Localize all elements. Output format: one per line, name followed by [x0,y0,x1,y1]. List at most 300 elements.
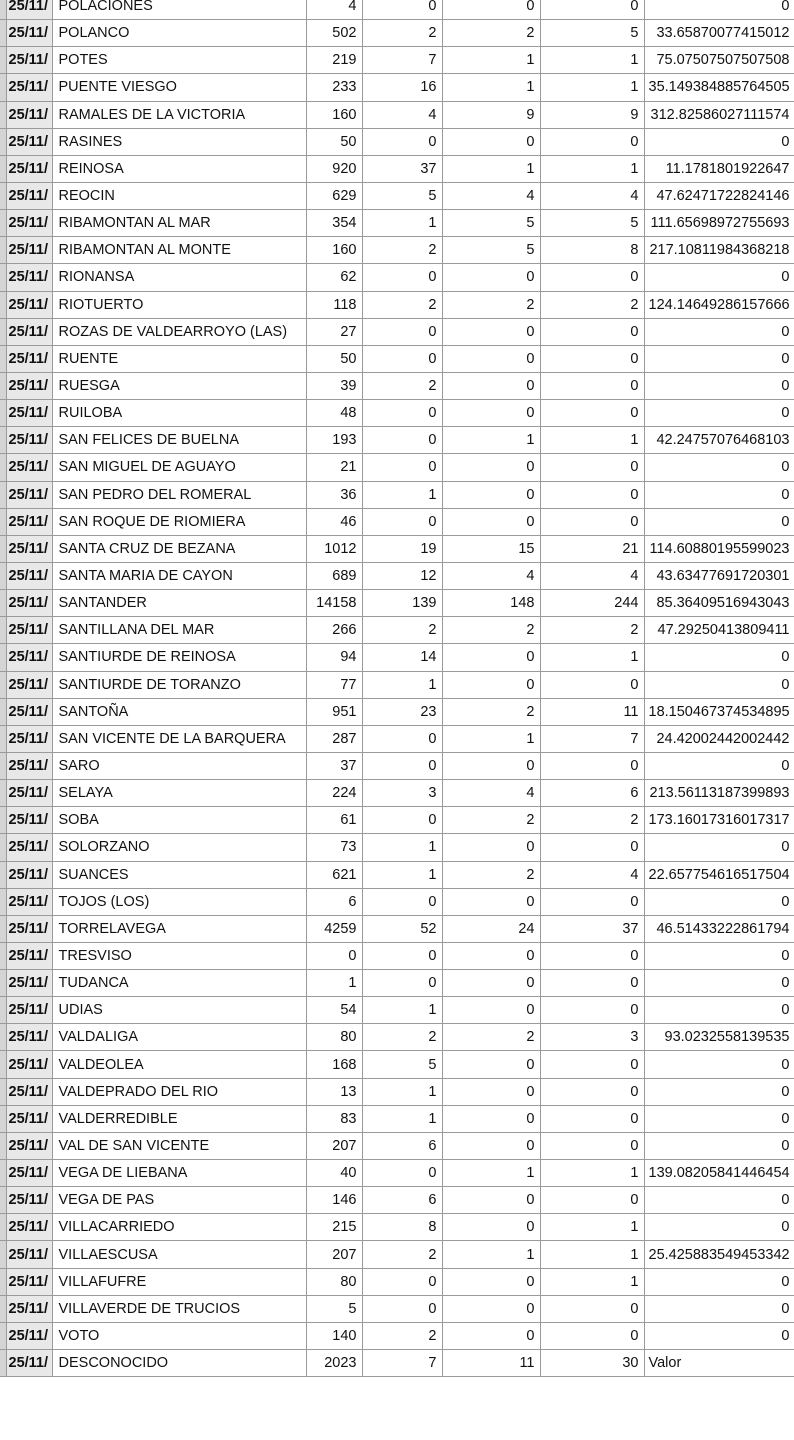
date-cell[interactable]: 25/11/ [6,535,52,562]
column-3-cell[interactable]: 0 [442,970,540,997]
column-3-cell[interactable]: 1 [442,427,540,454]
column-4-cell[interactable]: 2 [540,291,644,318]
column-4-cell[interactable]: 0 [540,372,644,399]
date-cell[interactable]: 25/11/ [6,752,52,779]
date-cell[interactable]: 25/11/ [6,47,52,74]
column-5-cell[interactable]: Valor [644,1350,794,1377]
column-5-cell[interactable]: 47.29250413809411 [644,617,794,644]
column-1-cell[interactable]: 233 [306,74,362,101]
column-3-cell[interactable]: 9 [442,101,540,128]
column-3-cell[interactable]: 1 [442,725,540,752]
column-4-cell[interactable]: 1 [540,644,644,671]
column-5-cell[interactable]: 0 [644,1078,794,1105]
date-cell[interactable]: 25/11/ [6,182,52,209]
date-cell[interactable]: 25/11/ [6,264,52,291]
municipality-cell[interactable]: SELAYA [52,780,306,807]
column-5-cell[interactable]: 0 [644,1295,794,1322]
date-cell[interactable]: 25/11/ [6,1268,52,1295]
municipality-cell[interactable]: SAN FELICES DE BUELNA [52,427,306,454]
date-cell[interactable]: 25/11/ [6,20,52,47]
column-4-cell[interactable]: 0 [540,752,644,779]
municipality-cell[interactable]: SANTA CRUZ DE BEZANA [52,535,306,562]
column-3-cell[interactable]: 0 [442,1187,540,1214]
column-5-cell[interactable]: 85.36409516943043 [644,590,794,617]
date-cell[interactable]: 25/11/ [6,237,52,264]
column-1-cell[interactable]: 36 [306,481,362,508]
column-5-cell[interactable]: 35.149384885764505 [644,74,794,101]
municipality-cell[interactable]: SAN VICENTE DE LA BARQUERA [52,725,306,752]
date-cell[interactable]: 25/11/ [6,291,52,318]
column-3-cell[interactable]: 0 [442,0,540,20]
date-cell[interactable]: 25/11/ [6,644,52,671]
column-3-cell[interactable]: 1 [442,47,540,74]
date-cell[interactable]: 25/11/ [6,1214,52,1241]
date-cell[interactable]: 25/11/ [6,997,52,1024]
column-4-cell[interactable]: 37 [540,915,644,942]
column-1-cell[interactable]: 27 [306,318,362,345]
date-cell[interactable]: 25/11/ [6,481,52,508]
column-1-cell[interactable]: 0 [306,942,362,969]
column-4-cell[interactable]: 5 [540,20,644,47]
column-4-cell[interactable]: 7 [540,725,644,752]
column-3-cell[interactable]: 24 [442,915,540,942]
column-2-cell[interactable]: 6 [362,1187,442,1214]
municipality-cell[interactable]: POLANCO [52,20,306,47]
column-4-cell[interactable]: 1 [540,1268,644,1295]
date-cell[interactable]: 25/11/ [6,671,52,698]
column-3-cell[interactable]: 0 [442,481,540,508]
column-5-cell[interactable]: 93.0232558139535 [644,1024,794,1051]
column-1-cell[interactable]: 207 [306,1132,362,1159]
column-3-cell[interactable]: 0 [442,644,540,671]
municipality-cell[interactable]: VILLACARRIEDO [52,1214,306,1241]
column-5-cell[interactable]: 114.60880195599023 [644,535,794,562]
column-1-cell[interactable]: 629 [306,182,362,209]
column-2-cell[interactable]: 0 [362,752,442,779]
column-2-cell[interactable]: 2 [362,1024,442,1051]
column-3-cell[interactable]: 5 [442,237,540,264]
date-cell[interactable]: 25/11/ [6,834,52,861]
column-1-cell[interactable]: 80 [306,1024,362,1051]
column-2-cell[interactable]: 16 [362,74,442,101]
column-5-cell[interactable]: 213.56113187399893 [644,780,794,807]
municipality-cell[interactable]: SANTA MARIA DE CAYON [52,562,306,589]
column-5-cell[interactable]: 0 [644,264,794,291]
column-5-cell[interactable]: 0 [644,1051,794,1078]
column-3-cell[interactable]: 5 [442,210,540,237]
column-5-cell[interactable]: 11.1781801922647 [644,155,794,182]
municipality-cell[interactable]: SANTANDER [52,590,306,617]
column-3-cell[interactable]: 0 [442,752,540,779]
column-2-cell[interactable]: 0 [362,888,442,915]
municipality-cell[interactable]: VEGA DE LIEBANA [52,1160,306,1187]
date-cell[interactable]: 25/11/ [6,562,52,589]
column-2-cell[interactable]: 1 [362,1078,442,1105]
column-1-cell[interactable]: 215 [306,1214,362,1241]
date-cell[interactable]: 25/11/ [6,807,52,834]
date-cell[interactable]: 25/11/ [6,1051,52,1078]
column-3-cell[interactable]: 0 [442,372,540,399]
column-4-cell[interactable]: 0 [540,400,644,427]
column-3-cell[interactable]: 0 [442,1214,540,1241]
column-1-cell[interactable]: 1012 [306,535,362,562]
column-2-cell[interactable]: 37 [362,155,442,182]
column-5-cell[interactable]: 217.10811984368218 [644,237,794,264]
municipality-cell[interactable]: TOJOS (LOS) [52,888,306,915]
column-3-cell[interactable]: 2 [442,617,540,644]
column-1-cell[interactable]: 4 [306,0,362,20]
column-1-cell[interactable]: 266 [306,617,362,644]
column-3-cell[interactable]: 0 [442,1295,540,1322]
date-cell[interactable]: 25/11/ [6,1160,52,1187]
column-1-cell[interactable]: 689 [306,562,362,589]
date-cell[interactable]: 25/11/ [6,210,52,237]
column-5-cell[interactable]: 46.51433222861794 [644,915,794,942]
municipality-cell[interactable]: REOCIN [52,182,306,209]
column-4-cell[interactable]: 0 [540,454,644,481]
column-2-cell[interactable]: 0 [362,1268,442,1295]
date-cell[interactable]: 25/11/ [6,372,52,399]
column-4-cell[interactable]: 0 [540,942,644,969]
column-3-cell[interactable]: 2 [442,20,540,47]
municipality-cell[interactable]: VILLAFUFRE [52,1268,306,1295]
column-4-cell[interactable]: 0 [540,1322,644,1349]
column-4-cell[interactable]: 0 [540,1051,644,1078]
column-2-cell[interactable]: 0 [362,0,442,20]
municipality-cell[interactable]: SARO [52,752,306,779]
column-1-cell[interactable]: 118 [306,291,362,318]
column-5-cell[interactable]: 0 [644,0,794,20]
date-cell[interactable]: 25/11/ [6,1241,52,1268]
column-5-cell[interactable]: 0 [644,942,794,969]
column-2-cell[interactable]: 0 [362,1295,442,1322]
column-5-cell[interactable]: 0 [644,345,794,372]
column-2-cell[interactable]: 0 [362,400,442,427]
column-3-cell[interactable]: 0 [442,1105,540,1132]
municipality-cell[interactable]: PUENTE VIESGO [52,74,306,101]
column-4-cell[interactable]: 8 [540,237,644,264]
column-3-cell[interactable]: 1 [442,1241,540,1268]
municipality-cell[interactable]: SANTIURDE DE REINOSA [52,644,306,671]
column-4-cell[interactable]: 4 [540,861,644,888]
column-5-cell[interactable]: 0 [644,454,794,481]
column-1-cell[interactable]: 207 [306,1241,362,1268]
date-cell[interactable]: 25/11/ [6,427,52,454]
date-cell[interactable]: 25/11/ [6,942,52,969]
column-4-cell[interactable]: 0 [540,318,644,345]
column-5-cell[interactable]: 0 [644,400,794,427]
date-cell[interactable]: 25/11/ [6,698,52,725]
municipality-cell[interactable]: VALDALIGA [52,1024,306,1051]
column-1-cell[interactable]: 37 [306,752,362,779]
column-2-cell[interactable]: 2 [362,1241,442,1268]
column-3-cell[interactable]: 2 [442,1024,540,1051]
column-3-cell[interactable]: 0 [442,400,540,427]
column-5-cell[interactable]: 22.657754616517504 [644,861,794,888]
column-4-cell[interactable]: 0 [540,264,644,291]
date-cell[interactable]: 25/11/ [6,318,52,345]
column-3-cell[interactable]: 2 [442,291,540,318]
column-2-cell[interactable]: 52 [362,915,442,942]
municipality-cell[interactable]: TUDANCA [52,970,306,997]
column-1-cell[interactable]: 50 [306,128,362,155]
column-3-cell[interactable]: 4 [442,562,540,589]
column-1-cell[interactable]: 54 [306,997,362,1024]
date-cell[interactable]: 25/11/ [6,400,52,427]
column-1-cell[interactable]: 920 [306,155,362,182]
column-5-cell[interactable]: 0 [644,970,794,997]
column-4-cell[interactable]: 4 [540,562,644,589]
column-3-cell[interactable]: 2 [442,807,540,834]
date-cell[interactable]: 25/11/ [6,508,52,535]
column-4-cell[interactable]: 2 [540,617,644,644]
date-cell[interactable]: 25/11/ [6,101,52,128]
column-3-cell[interactable]: 0 [442,454,540,481]
column-3-cell[interactable]: 0 [442,1322,540,1349]
column-5-cell[interactable]: 111.65698972755693 [644,210,794,237]
municipality-cell[interactable]: RIONANSA [52,264,306,291]
date-cell[interactable]: 25/11/ [6,155,52,182]
date-cell[interactable]: 25/11/ [6,1322,52,1349]
column-5-cell[interactable]: 0 [644,1187,794,1214]
column-1-cell[interactable]: 94 [306,644,362,671]
column-1-cell[interactable]: 140 [306,1322,362,1349]
column-3-cell[interactable]: 1 [442,1160,540,1187]
column-4-cell[interactable]: 0 [540,1132,644,1159]
column-2-cell[interactable]: 1 [362,834,442,861]
column-5-cell[interactable]: 139.08205841446454 [644,1160,794,1187]
column-4-cell[interactable]: 0 [540,997,644,1024]
column-4-cell[interactable]: 0 [540,1078,644,1105]
column-1-cell[interactable]: 5 [306,1295,362,1322]
municipality-cell[interactable]: UDIAS [52,997,306,1024]
municipality-cell[interactable]: POTES [52,47,306,74]
column-5-cell[interactable]: 0 [644,372,794,399]
column-2-cell[interactable]: 2 [362,291,442,318]
column-1-cell[interactable]: 21 [306,454,362,481]
column-5-cell[interactable]: 0 [644,128,794,155]
column-4-cell[interactable]: 4 [540,182,644,209]
date-cell[interactable]: 25/11/ [6,1132,52,1159]
column-5-cell[interactable]: 124.14649286157666 [644,291,794,318]
column-4-cell[interactable]: 9 [540,101,644,128]
column-2-cell[interactable]: 1 [362,997,442,1024]
column-2-cell[interactable]: 2 [362,237,442,264]
column-4-cell[interactable]: 0 [540,508,644,535]
column-2-cell[interactable]: 0 [362,970,442,997]
municipality-cell[interactable]: VILLAVERDE DE TRUCIOS [52,1295,306,1322]
municipality-cell[interactable]: TORRELAVEGA [52,915,306,942]
date-cell[interactable]: 25/11/ [6,454,52,481]
column-4-cell[interactable]: 5 [540,210,644,237]
column-4-cell[interactable]: 3 [540,1024,644,1051]
column-2-cell[interactable]: 1 [362,1105,442,1132]
column-3-cell[interactable]: 0 [442,1051,540,1078]
column-2-cell[interactable]: 2 [362,1322,442,1349]
column-4-cell[interactable]: 0 [540,970,644,997]
column-2-cell[interactable]: 3 [362,780,442,807]
column-4-cell[interactable]: 0 [540,1295,644,1322]
column-4-cell[interactable]: 1 [540,155,644,182]
column-1-cell[interactable]: 621 [306,861,362,888]
column-4-cell[interactable]: 0 [540,481,644,508]
column-1-cell[interactable]: 13 [306,1078,362,1105]
municipality-cell[interactable]: DESCONOCIDO [52,1350,306,1377]
column-3-cell[interactable]: 2 [442,861,540,888]
column-2-cell[interactable]: 2 [362,20,442,47]
column-3-cell[interactable]: 0 [442,1268,540,1295]
column-2-cell[interactable]: 2 [362,372,442,399]
column-1-cell[interactable]: 48 [306,400,362,427]
municipality-cell[interactable]: RUILOBA [52,400,306,427]
column-2-cell[interactable]: 0 [362,318,442,345]
column-5-cell[interactable]: 0 [644,1268,794,1295]
municipality-cell[interactable]: SAN PEDRO DEL ROMERAL [52,481,306,508]
column-2-cell[interactable]: 0 [362,454,442,481]
column-3-cell[interactable]: 15 [442,535,540,562]
column-3-cell[interactable]: 0 [442,345,540,372]
column-1-cell[interactable]: 354 [306,210,362,237]
municipality-cell[interactable]: REINOSA [52,155,306,182]
column-1-cell[interactable]: 46 [306,508,362,535]
column-1-cell[interactable]: 287 [306,725,362,752]
column-2-cell[interactable]: 0 [362,725,442,752]
column-2-cell[interactable]: 0 [362,128,442,155]
column-1-cell[interactable]: 146 [306,1187,362,1214]
column-4-cell[interactable]: 2 [540,807,644,834]
column-5-cell[interactable]: 312.82586027111574 [644,101,794,128]
column-2-cell[interactable]: 1 [362,671,442,698]
column-1-cell[interactable]: 951 [306,698,362,725]
date-cell[interactable]: 25/11/ [6,915,52,942]
column-1-cell[interactable]: 50 [306,345,362,372]
column-1-cell[interactable]: 224 [306,780,362,807]
column-2-cell[interactable]: 14 [362,644,442,671]
date-cell[interactable]: 25/11/ [6,345,52,372]
date-cell[interactable]: 25/11/ [6,725,52,752]
column-5-cell[interactable]: 0 [644,1105,794,1132]
column-4-cell[interactable]: 0 [540,671,644,698]
column-4-cell[interactable]: 0 [540,345,644,372]
column-4-cell[interactable]: 1 [540,1214,644,1241]
date-cell[interactable]: 25/11/ [6,861,52,888]
date-cell[interactable]: 25/11/ [6,0,52,20]
date-cell[interactable]: 25/11/ [6,590,52,617]
column-5-cell[interactable]: 0 [644,752,794,779]
municipality-cell[interactable]: SANTIURDE DE TORANZO [52,671,306,698]
column-4-cell[interactable]: 0 [540,0,644,20]
municipality-cell[interactable]: SOBA [52,807,306,834]
column-2-cell[interactable]: 0 [362,264,442,291]
municipality-cell[interactable]: VOTO [52,1322,306,1349]
municipality-cell[interactable]: SAN MIGUEL DE AGUAYO [52,454,306,481]
column-2-cell[interactable]: 1 [362,481,442,508]
column-2-cell[interactable]: 0 [362,1160,442,1187]
column-1-cell[interactable]: 168 [306,1051,362,1078]
column-1-cell[interactable]: 160 [306,101,362,128]
column-5-cell[interactable]: 0 [644,671,794,698]
column-4-cell[interactable]: 21 [540,535,644,562]
column-4-cell[interactable]: 0 [540,128,644,155]
municipality-cell[interactable]: SOLORZANO [52,834,306,861]
column-4-cell[interactable]: 0 [540,1105,644,1132]
municipality-cell[interactable]: RUESGA [52,372,306,399]
municipality-cell[interactable]: POLACIONES [52,0,306,20]
column-3-cell[interactable]: 0 [442,1132,540,1159]
column-3-cell[interactable]: 0 [442,318,540,345]
column-4-cell[interactable]: 0 [540,834,644,861]
column-5-cell[interactable]: 0 [644,481,794,508]
column-4-cell[interactable]: 30 [540,1350,644,1377]
column-1-cell[interactable]: 6 [306,888,362,915]
date-cell[interactable]: 25/11/ [6,1187,52,1214]
municipality-cell[interactable]: RAMALES DE LA VICTORIA [52,101,306,128]
municipality-cell[interactable]: ROZAS DE VALDEARROYO (LAS) [52,318,306,345]
column-5-cell[interactable]: 0 [644,1214,794,1241]
column-1-cell[interactable]: 61 [306,807,362,834]
municipality-cell[interactable]: VEGA DE PAS [52,1187,306,1214]
column-1-cell[interactable]: 1 [306,970,362,997]
column-3-cell[interactable]: 1 [442,155,540,182]
column-4-cell[interactable]: 1 [540,47,644,74]
column-3-cell[interactable]: 148 [442,590,540,617]
column-1-cell[interactable]: 77 [306,671,362,698]
column-3-cell[interactable]: 0 [442,997,540,1024]
column-3-cell[interactable]: 0 [442,264,540,291]
column-2-cell[interactable]: 19 [362,535,442,562]
column-5-cell[interactable]: 33.65870077415012 [644,20,794,47]
municipality-cell[interactable]: RASINES [52,128,306,155]
date-cell[interactable]: 25/11/ [6,1350,52,1377]
column-2-cell[interactable]: 5 [362,1051,442,1078]
column-4-cell[interactable]: 1 [540,1241,644,1268]
municipality-cell[interactable]: RIOTUERTO [52,291,306,318]
column-1-cell[interactable]: 160 [306,237,362,264]
column-4-cell[interactable]: 11 [540,698,644,725]
municipality-cell[interactable]: RIBAMONTAN AL MAR [52,210,306,237]
column-3-cell[interactable]: 0 [442,1078,540,1105]
date-cell[interactable]: 25/11/ [6,970,52,997]
column-5-cell[interactable]: 24.42002442002442 [644,725,794,752]
column-2-cell[interactable]: 12 [362,562,442,589]
municipality-cell[interactable]: SAN ROQUE DE RIOMIERA [52,508,306,535]
column-5-cell[interactable]: 0 [644,318,794,345]
column-5-cell[interactable]: 0 [644,1322,794,1349]
column-2-cell[interactable]: 0 [362,942,442,969]
municipality-cell[interactable]: VAL DE SAN VICENTE [52,1132,306,1159]
column-2-cell[interactable]: 6 [362,1132,442,1159]
column-5-cell[interactable]: 75.07507507507508 [644,47,794,74]
date-cell[interactable]: 25/11/ [6,1105,52,1132]
column-3-cell[interactable]: 0 [442,128,540,155]
column-1-cell[interactable]: 14158 [306,590,362,617]
column-1-cell[interactable]: 73 [306,834,362,861]
column-3-cell[interactable]: 4 [442,182,540,209]
column-2-cell[interactable]: 8 [362,1214,442,1241]
column-3-cell[interactable]: 2 [442,698,540,725]
column-2-cell[interactable]: 7 [362,47,442,74]
column-3-cell[interactable]: 0 [442,508,540,535]
column-2-cell[interactable]: 139 [362,590,442,617]
column-5-cell[interactable]: 0 [644,508,794,535]
date-cell[interactable]: 25/11/ [6,888,52,915]
municipality-cell[interactable]: VALDEPRADO DEL RIO [52,1078,306,1105]
column-1-cell[interactable]: 219 [306,47,362,74]
column-1-cell[interactable]: 80 [306,1268,362,1295]
column-5-cell[interactable]: 43.63477691720301 [644,562,794,589]
column-3-cell[interactable]: 11 [442,1350,540,1377]
column-5-cell[interactable]: 0 [644,997,794,1024]
